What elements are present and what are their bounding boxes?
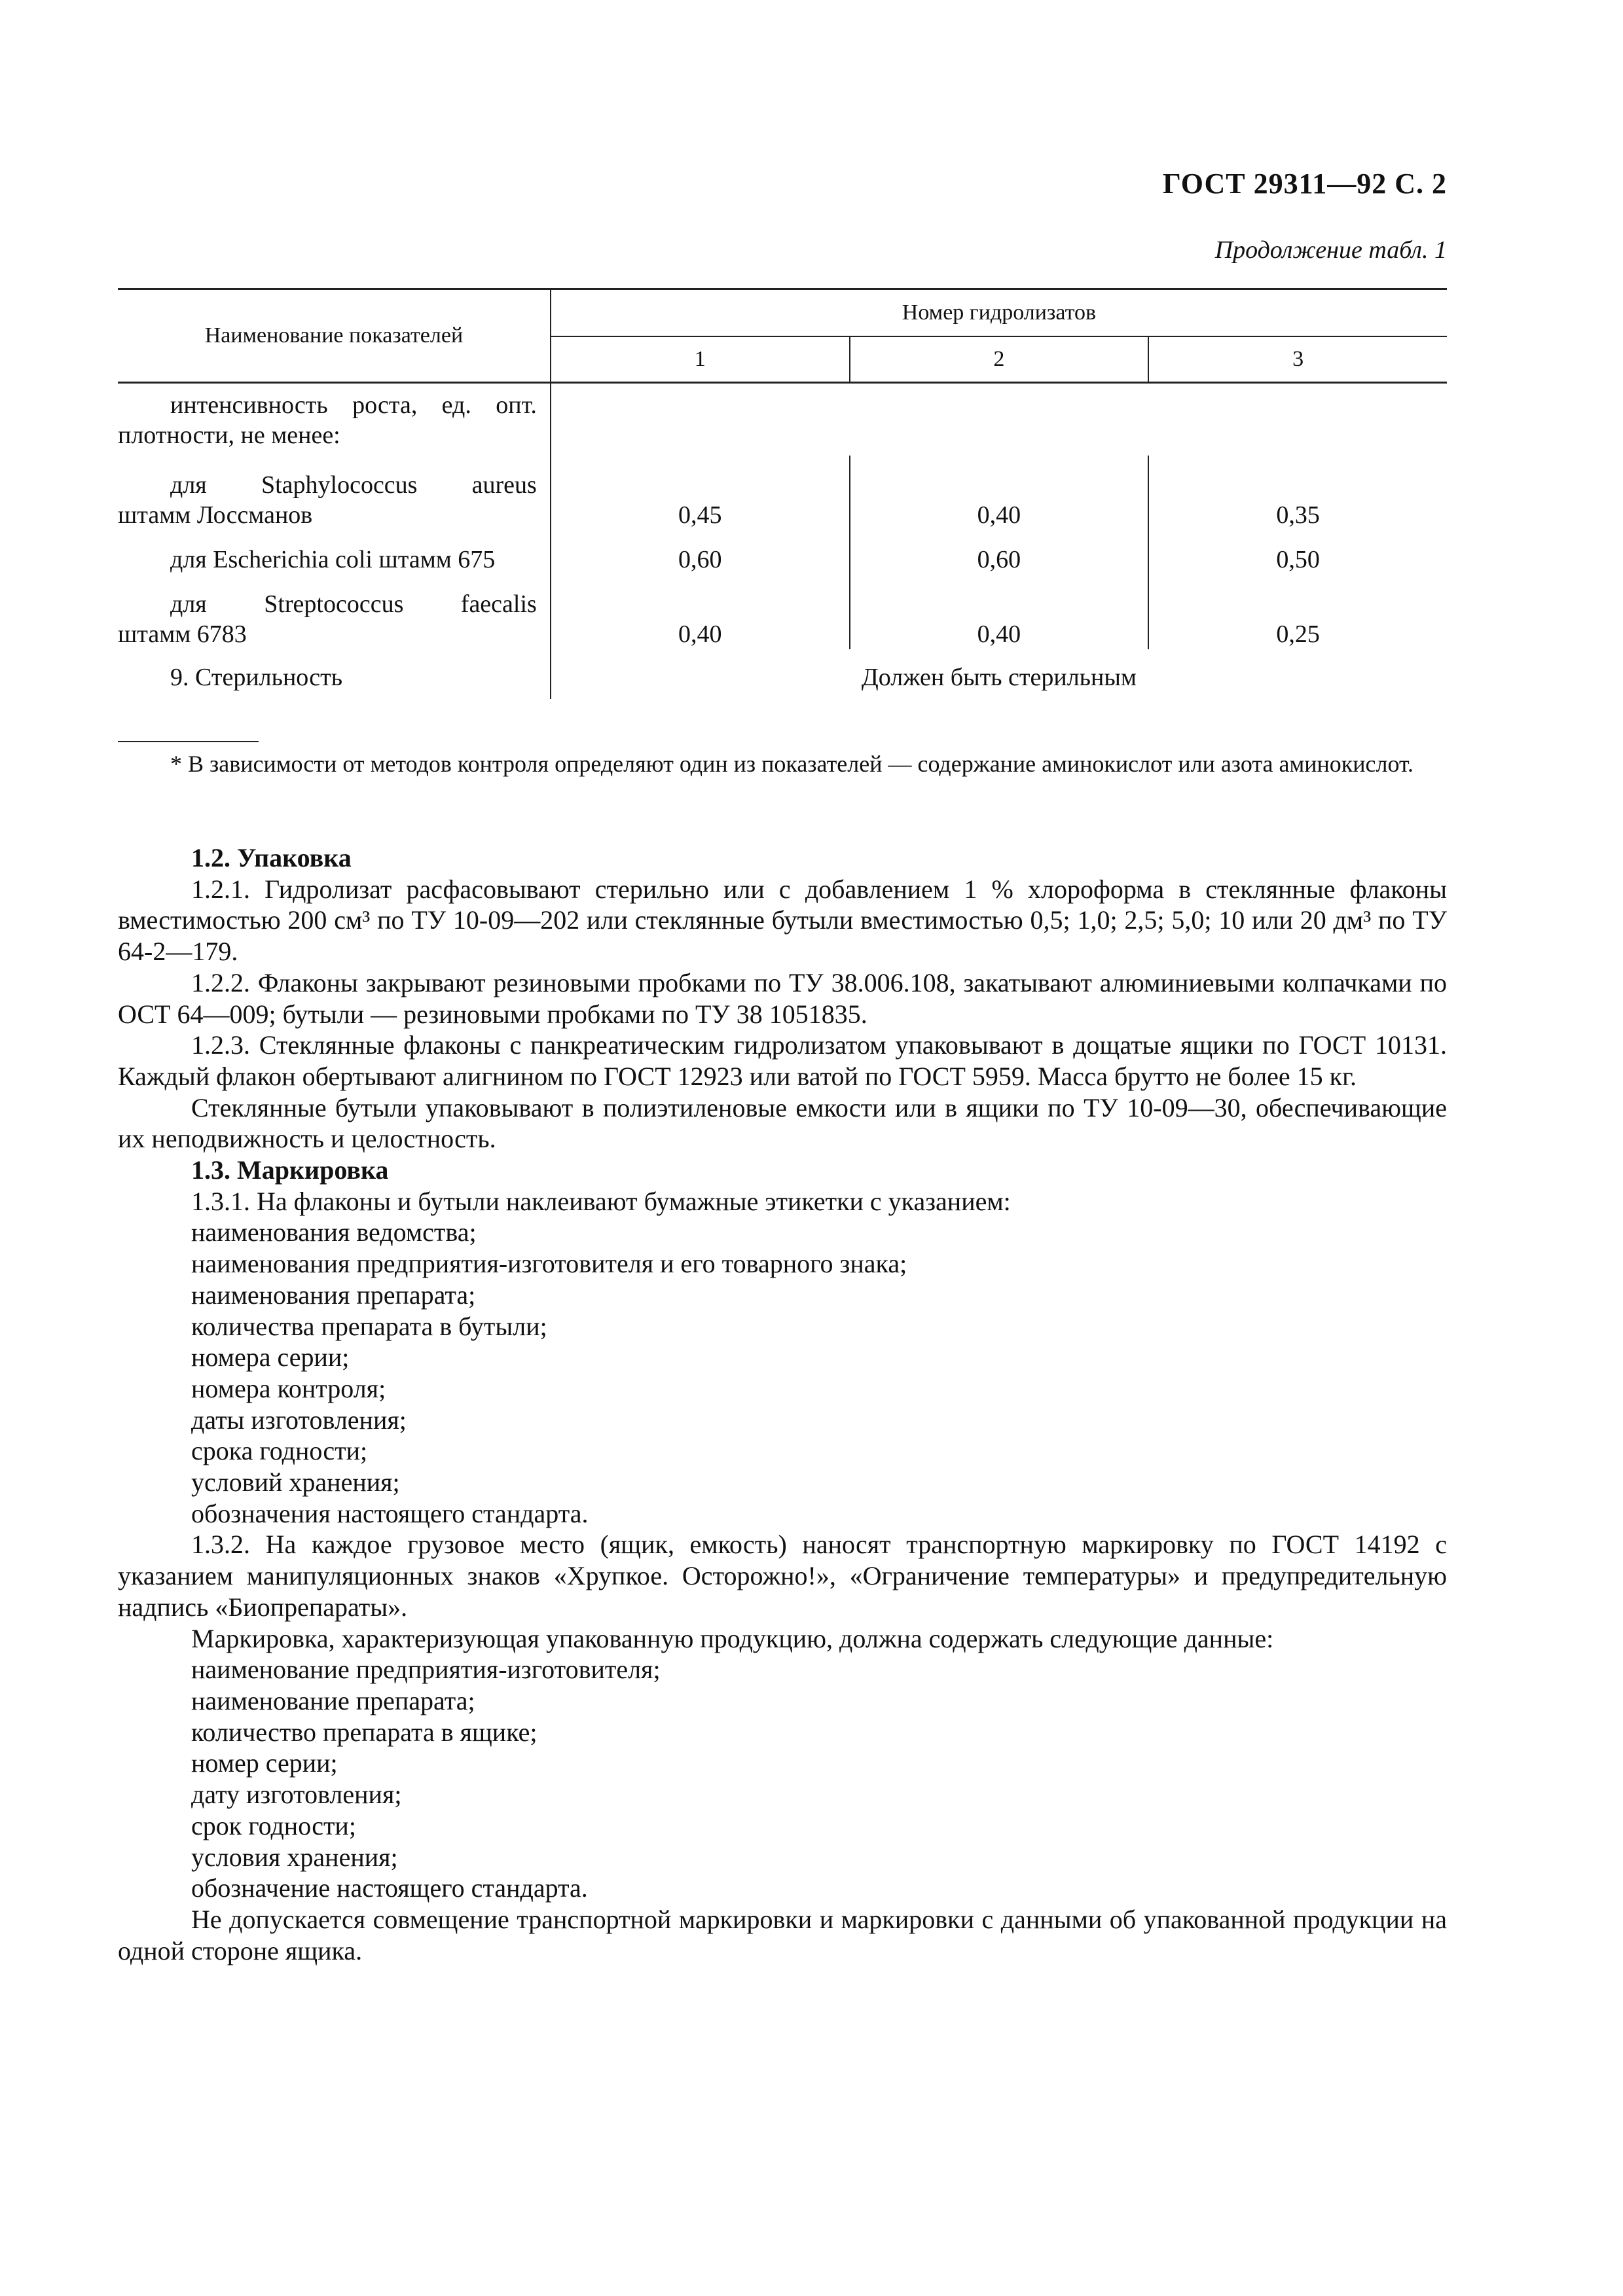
list-item: даты изготовления; (191, 1405, 407, 1435)
document-body (118, 842, 1447, 1966)
sterility-label: 9. Стерильность (170, 664, 343, 691)
table-cell: 0,60 (850, 530, 1149, 575)
list-item: обозначения настоящего стандарта. (191, 1498, 589, 1528)
document-code: ГОСТ 29311—92 С. 2 (1162, 168, 1447, 200)
paragraph: Не допускается совмещение транспортной маркировки и маркировки с данными об упакованной продукции на одной стороне ящика. (118, 1904, 1447, 1965)
table-row (118, 456, 1447, 530)
list-item: наименования ведомства; (191, 1217, 477, 1247)
table-row (118, 383, 1447, 456)
section-title: 1.3. Маркировка (191, 1155, 389, 1185)
sterility-value: Должен быть стерильным (861, 664, 1137, 691)
paragraph: 1.3.1. На флаконы и бутыли наклеивают бумажные этикетки с указанием: (191, 1186, 1011, 1216)
footnote: * В зависимости от методов контроля определяют один из показателей — содержание аминокислот или азота аминокислот. (170, 751, 1414, 777)
table-cell: 0,60 (551, 530, 850, 575)
list-item: наименование препарата; (191, 1685, 475, 1715)
column-header-1: 1 (551, 336, 850, 383)
list-item: количество препарата в ящике; (191, 1717, 538, 1747)
column-header-3: 3 (1292, 347, 1304, 371)
row-label-line: для Staphylococcus aureus (170, 471, 537, 499)
list-item: срок годности; (191, 1810, 356, 1840)
table-row (118, 530, 1447, 575)
column-header-2: 2 (850, 336, 1149, 383)
table-cell: 0,45 (551, 456, 850, 530)
row-label-line: штамм Лоссманов (118, 501, 313, 529)
column-header-group: Номер гидролизатов (551, 289, 1447, 337)
table-row (118, 575, 1447, 649)
section-title: 1.2. Упаковка (191, 843, 352, 872)
list-item: наименования препарата; (191, 1280, 476, 1310)
list-item: наименование предприятия-изготовителя; (191, 1655, 661, 1685)
list-item: количества препарата в бутыли; (191, 1311, 547, 1341)
list-item: наименования предприятия-изготовителя и его товарного знака; (191, 1249, 907, 1279)
column-header-name: Наименование показателей (118, 289, 551, 383)
list-item: номер серии; (191, 1748, 338, 1778)
list-item: номера серии; (191, 1342, 350, 1372)
document-page (118, 0, 1447, 2296)
list-item: обозначение настоящего стандарта. (191, 1873, 588, 1903)
table-cell: 0,25 (1276, 620, 1320, 648)
table-cell: 0,35 (1276, 501, 1320, 529)
list-item: условия хранения; (191, 1842, 398, 1872)
table-cell: 0,40 (850, 575, 1149, 649)
table-cell: 0,40 (850, 456, 1149, 530)
paragraph: Маркировка, характеризующая упакованную продукцию, должна содержать следующие данные: (191, 1623, 1274, 1653)
paragraph: 1.2.1. Гидролизат расфасовывают стерильно или с добавлением 1 % хлороформа в стеклянные флаконы вместимостью 200 см³ по ТУ 10-09—202 или стеклянные бутыли вместимостью 0,5; 1,0; 2,5; 5,0; 10 или 20 дм³ по ТУ 64-2—179. (118, 874, 1447, 967)
paragraph: 1.3.2. На каждое грузовое место (ящик, емкость) наносят транспортную маркировку по ГОСТ 14192 с указанием манипуляционных знаков «Хрупкое. Осторожно!», «Ограничение температуры» и предупредительную надпись «Биопрепараты». (118, 1530, 1447, 1622)
paragraph: 1.2.3. Стеклянные флаконы с панкреатическим гидролизатом упаковывают в дощатые ящики по ГОСТ 10131. Каждый флакон обертывают алигнином по ГОСТ 12923 или ватой по ГОСТ 5959. Масса брутто не более 15 кг. (118, 1030, 1447, 1091)
list-item: срока годности; (191, 1436, 368, 1466)
footnote-divider (118, 741, 259, 742)
table-cell: 0,40 (551, 575, 850, 649)
row-label-line: для Streptococcus faecalis (170, 590, 537, 618)
list-item: дату изготовления; (191, 1780, 402, 1810)
list-item: номера контроля; (191, 1373, 386, 1403)
growth-intensity-label: интенсивность роста, ед. опт. плотности, не менее: (118, 391, 537, 449)
list-item: условий хранения; (191, 1467, 400, 1498)
table-cell: 0,50 (1276, 546, 1320, 573)
row-label: для Escherichia coli штамм 675 (170, 546, 496, 573)
table-continuation-label: Продолжение табл. 1 (1214, 236, 1447, 264)
paragraph: Стеклянные бутыли упаковывают в полиэтиленовые емкости или в ящики по ТУ 10-09—30, обеспечивающие их неподвижность и целостность. (118, 1092, 1447, 1154)
paragraph: 1.2.2. Флаконы закрывают резиновыми пробками по ТУ 38.006.108, закатывают алюминиевыми колпачками по ОСТ 64—009; бутыли — резиновыми пробками по ТУ 38 1051835. (118, 967, 1447, 1029)
table-row (118, 649, 1447, 699)
indicators-table (118, 288, 1447, 699)
row-label-line: штамм 6783 (118, 620, 247, 648)
